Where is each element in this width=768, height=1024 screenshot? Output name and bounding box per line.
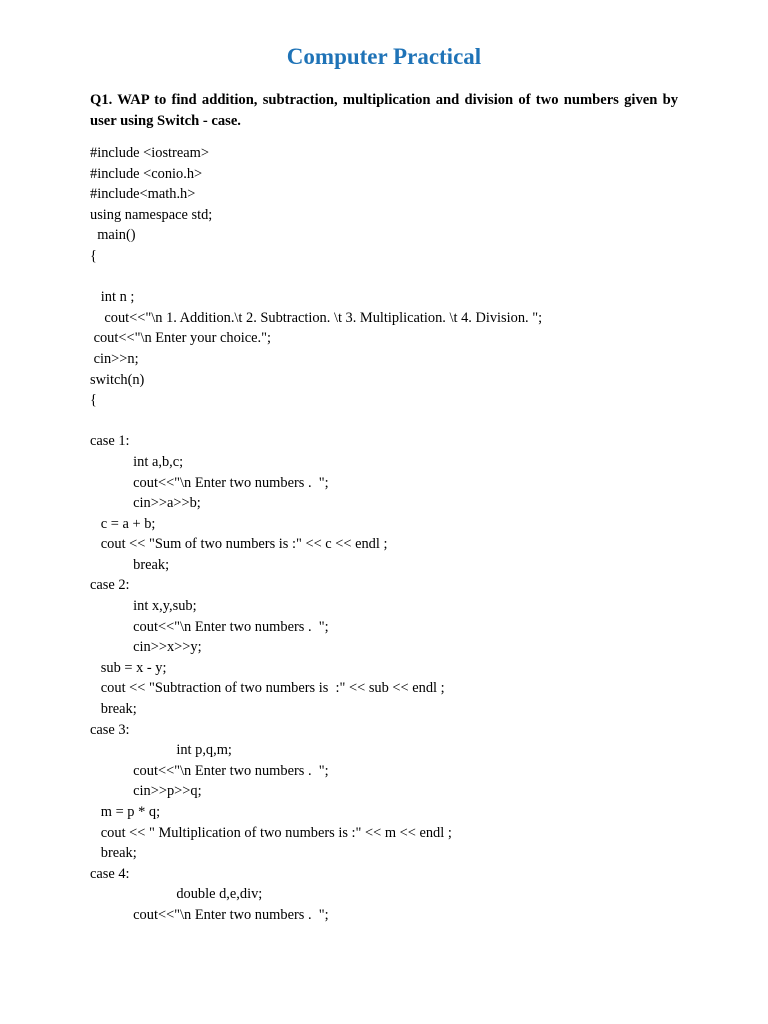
code-line: int p,q,m; <box>90 742 232 759</box>
code-line: cout<<"\n Enter two numbers . "; <box>90 474 329 491</box>
code-line: #include <conio.h> <box>90 165 203 182</box>
page-title: Computer Practical <box>286 44 482 69</box>
code-listing <box>90 143 730 926</box>
code-line: cin>>a>>b; <box>90 495 201 512</box>
code-line: break; <box>90 845 137 862</box>
code-line: using namespace std; <box>90 206 213 223</box>
code-line: int n ; <box>90 289 135 306</box>
code-line: cout<<"\n Enter your choice."; <box>90 330 272 347</box>
code-line: cout << " Multiplication of two numbers is :" << m << endl ; <box>90 824 452 841</box>
code-line: sub = x - y; <box>90 659 167 676</box>
code-line: case 4: <box>90 865 130 882</box>
code-line: { <box>90 247 97 264</box>
code-line: case 2: <box>90 577 130 594</box>
code-line: #include<math.h> <box>90 186 196 203</box>
code-line: cin>>p>>q; <box>90 783 202 800</box>
code-line: case 1: <box>90 433 130 450</box>
code-line: cout<<"\n Enter two numbers . "; <box>90 762 329 779</box>
code-line: { <box>90 392 97 409</box>
code-line: m = p * q; <box>90 804 161 820</box>
code-line: main() <box>90 227 136 244</box>
code-line: double d,e,div; <box>90 886 263 903</box>
code-line: break; <box>90 701 137 718</box>
code-line: int a,b,c; <box>90 453 184 470</box>
code-line: int x,y,sub; <box>90 598 197 615</box>
code-line: cout << "Subtraction of two numbers is :" << sub << endl ; <box>90 680 445 697</box>
code-line <box>90 267 730 288</box>
code-line: #include <iostream> <box>90 145 209 161</box>
code-line: cout<<"\n Enter two numbers . "; <box>90 906 329 923</box>
code-line: cin>>n; <box>90 350 139 367</box>
code-line: case 3: <box>90 721 130 738</box>
code-line <box>90 411 730 432</box>
code-line: c = a + b; <box>90 515 156 532</box>
code-line: cout<<"\n Enter two numbers . "; <box>90 618 329 635</box>
question-text: Q1. WAP to find addition, subtraction, multiplication and division of two numbers given by user using Switch - case. <box>90 92 678 129</box>
code-line: cout<<"\n 1. Addition.\t 2. Subtraction. \t 3. Multiplication. \t 4. Division. "; <box>90 309 543 326</box>
code-line: cout << "Sum of two numbers is :" << c << endl ; <box>90 536 388 553</box>
code-line: cin>>x>>y; <box>90 639 202 656</box>
code-line: switch(n) <box>90 371 145 388</box>
code-line: break; <box>90 556 170 573</box>
